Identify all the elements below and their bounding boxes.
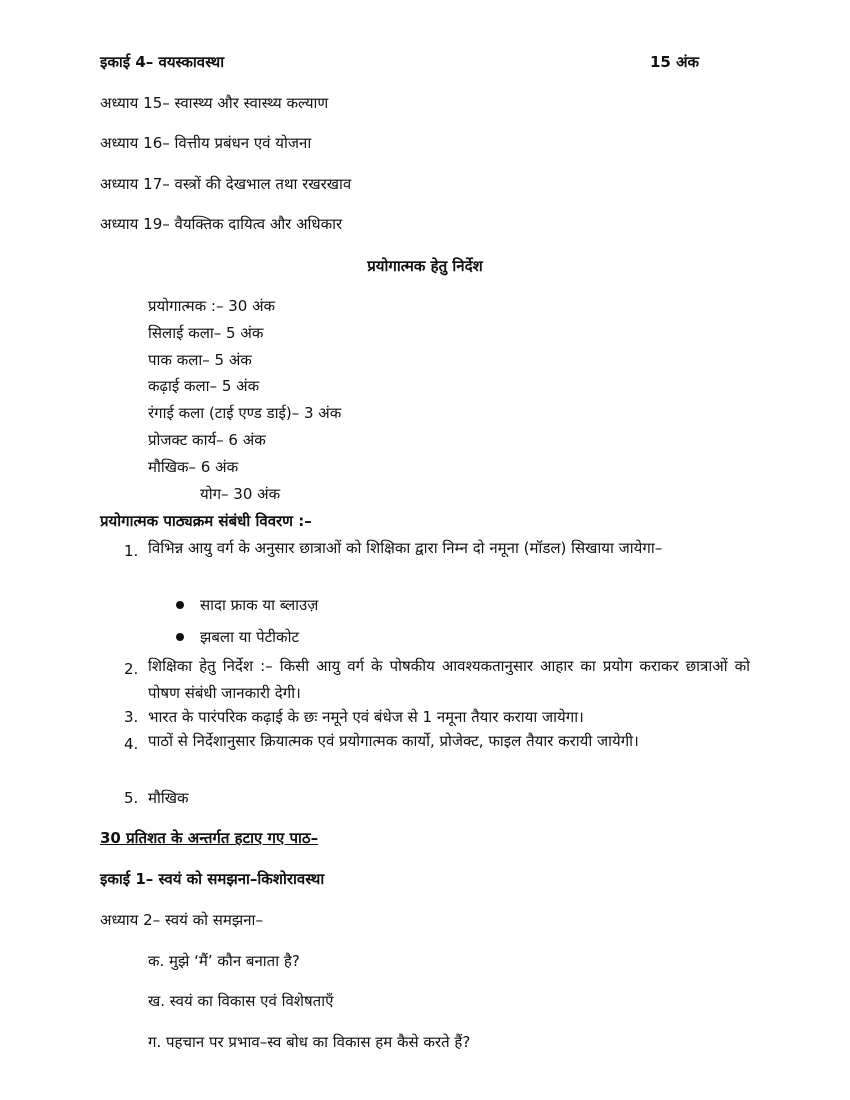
- marks-project: प्रोजक्ट कार्य– 6 अंक: [148, 431, 266, 449]
- chapter-15: अध्याय 15– स्वास्थ्य और स्वास्थ्य कल्याण: [100, 94, 329, 112]
- item-4-number: 4.: [124, 735, 139, 753]
- item-3-number: 3.: [124, 708, 139, 726]
- removed-heading: 30 प्रतिशत के अन्तर्गत हटाए गए पाठ–: [100, 829, 319, 847]
- bullet-dot-2: [176, 633, 184, 641]
- subitem-ka: क. मुझे ‘मैं’ कौन बनाता है?: [148, 952, 300, 970]
- item-2-number: 2.: [124, 660, 139, 678]
- item-1-number: 1.: [124, 542, 139, 560]
- unit4-marks: 15 अंक: [650, 53, 700, 71]
- item-3-text: भारत के पारंपरिक कढ़ाई के छः नमूने एवं बंधेज से 1 नमूना तैयार कराया जायेगा।: [148, 708, 584, 726]
- item-1-text: विभिन्न आयु वर्ग के अनुसार छात्राओं को शिक्षिका द्वारा निम्न दो नमूना (मॉडल) सिखाया जायेगा–: [148, 539, 663, 557]
- chapter-17: अध्याय 17– वस्त्रों की देखभाल तथा रखरखाव: [100, 175, 352, 193]
- marks-practical: प्रयोगात्मक :– 30 अंक: [148, 297, 276, 315]
- practical-heading: प्रयोगात्मक हेतु निर्देश: [367, 257, 483, 275]
- bullet-1: सादा फ्राक या ब्लाउज़: [200, 596, 319, 614]
- marks-embroidery: कढ़ाई कला– 5 अंक: [148, 377, 260, 395]
- unit4-title: इकाई 4– वयस्कावस्था: [100, 53, 225, 71]
- marks-cooking: पाक कला– 5 अंक: [148, 351, 252, 369]
- item-5-text: मौखिक: [148, 789, 189, 807]
- marks-dyeing: रंगाई कला (टाई एण्ड डाई)– 3 अंक: [148, 404, 342, 422]
- marks-sewing: सिलाई कला– 5 अंक: [148, 324, 264, 342]
- item-2-text: शिक्षिका हेतु निर्देश :– किसी आयु वर्ग के पोषकीय आवश्यकतानुसार आहार का प्रयोग कराकर छात्राओं को पोषण संबंधी जानकारी देगी।: [148, 657, 750, 702]
- subitem-ga: ग. पहचान पर प्रभाव–स्व बोध का विकास हम कैसे करते हैं?: [148, 1033, 471, 1051]
- chapter-2: अध्याय 2– स्वयं को समझना–: [100, 911, 263, 929]
- chapter-19: अध्याय 19– वैयक्तिक दायित्व और अधिकार: [100, 215, 343, 233]
- unit1-title: इकाई 1– स्वयं को समझना–किशोरावस्था: [100, 870, 325, 888]
- bullet-2: झबला या पेटीकोट: [200, 628, 300, 646]
- item-4-text: पाठों से निर्देशानुसार क्रियात्मक एवं प्रयोगात्मक कार्यो, प्रोजेक्ट, फाइल तैयार करायी जायेगी।: [148, 732, 639, 750]
- marks-oral: मौखिक– 6 अंक: [148, 458, 239, 476]
- subitem-kha: ख. स्वयं का विकास एवं विशेषताएँ: [148, 992, 334, 1010]
- chapter-16: अध्याय 16– वित्तीय प्रबंधन एवं योजना: [100, 134, 312, 152]
- item-5-number: 5.: [124, 789, 139, 807]
- syllabus-heading: प्रयोगात्मक पाठ्यक्रम संबंधी विवरण :–: [100, 512, 312, 530]
- bullet-dot-1: [176, 601, 184, 609]
- marks-total: योग– 30 अंक: [200, 485, 281, 503]
